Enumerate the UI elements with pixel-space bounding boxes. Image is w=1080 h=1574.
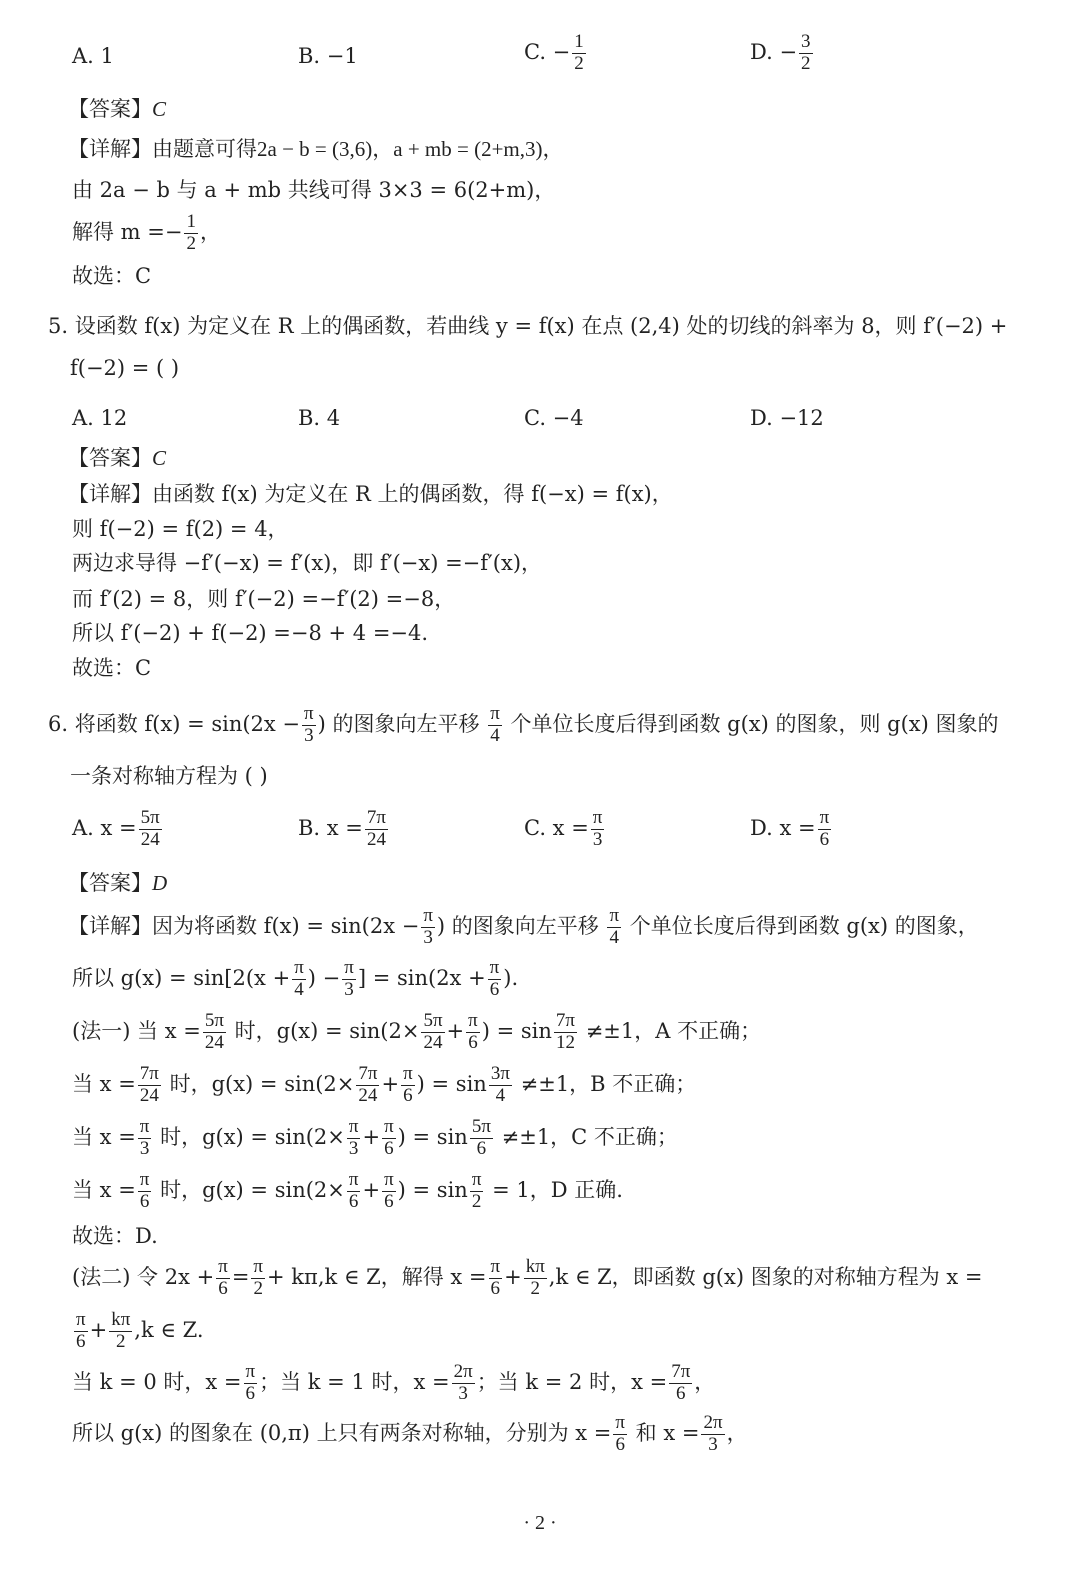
- answer-label: 【答案】: [68, 446, 152, 470]
- frac-den: 2: [574, 52, 584, 74]
- frac: $\frac{\pi}{4}$: [294, 957, 304, 1000]
- text: 个单位长度后得到函数 g(x) 的图象，: [629, 913, 979, 938]
- frac: $\frac{7\pi}{6}$: [671, 1361, 691, 1404]
- frac: $\frac{\pi}{6}$: [218, 1256, 228, 1299]
- text: 时，g(x) = sin(2×: [169, 1071, 355, 1096]
- answer-value: D: [152, 871, 168, 895]
- text: 当 x =: [72, 1177, 136, 1202]
- option-frac: [818, 808, 832, 851]
- text: ,k ∈ Z.: [134, 1317, 204, 1342]
- q4-answer: [68, 99, 166, 120]
- q5-option-d: D. −12: [750, 406, 824, 430]
- q5-option-b: B. 4: [298, 406, 341, 430]
- q5-detail-4: 而 f′(2) = 8，则 f′(−2) =−f′(2) =−8，: [72, 587, 456, 611]
- text: +: [362, 1177, 381, 1202]
- frac: $\frac{\pi}{6}$: [76, 1309, 86, 1352]
- q5-detail-1: 【详解】由函数 f(x) 为定义在 R 上的偶函数，得 f(−x) = f(x)，: [68, 482, 673, 506]
- q4-detail-2: 由 2a − b 与 a + mb 共线可得 3×3 = 6(2+m)，: [72, 178, 556, 202]
- q6-method2-line2: [72, 1310, 204, 1353]
- frac: $\frac{\pi}{6}$: [615, 1412, 625, 1455]
- frac: $\frac{\pi}{3}$: [348, 1116, 359, 1159]
- text: ；当 k = 1 时，x =: [259, 1369, 450, 1394]
- answer-value: C: [152, 97, 167, 121]
- q6-option-b: [298, 808, 390, 851]
- text: +: [381, 1071, 400, 1096]
- frac: $\frac{\pi}{3}$: [139, 1116, 150, 1159]
- frac: $\frac{\pi}{3}$: [344, 957, 354, 1000]
- q5-answer: [68, 448, 166, 469]
- text: ,k ∈ Z，即函数 g(x) 图象的对称轴方程为 x =: [548, 1264, 983, 1289]
- detail-text: 由题意可得: [152, 137, 257, 161]
- q4-detail-3: 解得 m =− $\frac{1}{2}$ ，: [72, 211, 221, 254]
- text: =: [231, 1264, 250, 1289]
- q4-option-d: [750, 32, 815, 75]
- text: 当 x =: [72, 1071, 136, 1096]
- q6-method1-line2: [72, 1064, 696, 1107]
- frac: $\frac{\pi}{6}$: [403, 1063, 413, 1106]
- frac: $\frac{\pi}{6}$: [489, 957, 500, 1000]
- text: ，: [694, 1369, 716, 1394]
- q5-option-a: A. 12: [72, 406, 128, 430]
- frac: $\frac{3\pi}{4}$: [490, 1063, 510, 1106]
- q6-stem-text: ) 的图象向左平移: [317, 711, 480, 736]
- text: ≠±1，A 不正确；: [585, 1018, 762, 1043]
- frac: $\frac{\pi}{4}$: [609, 905, 620, 948]
- frac: $\frac{\pi}{6}$: [490, 1256, 501, 1299]
- frac: $\frac{\pi}{3}$: [423, 905, 433, 948]
- option-frac: [365, 808, 388, 851]
- q6-method2-line3: [72, 1362, 715, 1405]
- text: 时，g(x) = sin(2×: [234, 1018, 420, 1043]
- text: ≠±1，B 不正确；: [520, 1071, 697, 1096]
- q6-method1-line1: [72, 1011, 761, 1054]
- text: = 1，D 正确.: [492, 1177, 623, 1202]
- frac: $\frac{\pi}{6}$: [384, 1116, 394, 1159]
- text: 和 x =: [635, 1420, 700, 1445]
- q6-method1-line4: [72, 1170, 623, 1213]
- q5-stem-2: f(−2) = ( ): [70, 356, 180, 380]
- frac-num: 1: [574, 31, 584, 52]
- text: ) −: [307, 965, 341, 990]
- q6-chosen: 故选：D.: [72, 1224, 158, 1248]
- frac-num: π: [592, 807, 603, 828]
- q4-option-a: A. 1: [72, 44, 114, 68]
- text: 时，g(x) = sin(2×: [160, 1124, 345, 1149]
- q4-option-d-label: D. −: [750, 39, 798, 64]
- q4-detail-1: [68, 139, 564, 160]
- frac: $\frac{\pi}{2}$: [471, 1169, 482, 1212]
- frac-den: 3: [592, 828, 603, 850]
- option-frac: [591, 808, 605, 851]
- detail-label: 【详解】: [68, 137, 152, 161]
- option-label: D. x =: [750, 815, 816, 840]
- q6-method1-line3: [72, 1117, 678, 1160]
- frac-den: 6: [819, 828, 830, 850]
- frac: $\frac{\pi}{6}$: [245, 1361, 256, 1404]
- q6-stem-1: [48, 704, 999, 747]
- q4-option-d-frac: [799, 32, 813, 75]
- frac: $\frac{k\pi}{2}$: [525, 1256, 545, 1299]
- q6-stem-text: 6. 将函数 f(x) = sin(2x −: [48, 711, 301, 736]
- text: ] = sin(2x +: [357, 965, 486, 990]
- frac: $\frac{5\pi}{6}$: [471, 1116, 491, 1159]
- option-label: B. x =: [298, 815, 363, 840]
- text: 所以 g(x) 的图象在 (0,π) 上只有两条对称轴，分别为 x =: [72, 1420, 612, 1445]
- text: 时，g(x) = sin(2×: [160, 1177, 345, 1202]
- text: ) = sin: [416, 1071, 487, 1096]
- frac-den: 2: [801, 52, 811, 74]
- text: ) = sin: [397, 1177, 468, 1202]
- answer-label: 【答案】: [68, 871, 152, 895]
- text: ) = sin: [481, 1018, 552, 1043]
- frac: $\frac{5\pi}{24}$: [423, 1010, 443, 1053]
- q4-option-b: B. −1: [298, 44, 358, 68]
- frac: $\frac{\pi}{6}$: [468, 1010, 478, 1053]
- frac: $\frac{7\pi}{24}$: [139, 1063, 159, 1106]
- q4-option-c-frac: [572, 32, 586, 75]
- page-number: · 2 ·: [523, 1512, 557, 1534]
- frac: $\frac{\pi}{6}$: [384, 1169, 394, 1212]
- frac: $\frac{k\pi}{2}$: [111, 1309, 131, 1352]
- text: ) 的图象向左平移: [436, 913, 599, 938]
- frac: $\frac{\pi}{6}$: [139, 1169, 150, 1212]
- frac: $\frac{\pi}{2}$: [253, 1256, 264, 1299]
- frac-num: π: [819, 807, 830, 828]
- frac: $\frac{5\pi}{24}$: [204, 1010, 224, 1053]
- q4-option-c: [524, 32, 588, 75]
- text: 当 x =: [72, 1124, 136, 1149]
- q5-chosen: 故选：C: [72, 656, 152, 680]
- q6-option-c: [524, 808, 606, 851]
- q6-answer: [68, 873, 167, 894]
- q6-option-d: [750, 808, 833, 851]
- text: +: [446, 1018, 465, 1043]
- frac-den: 24: [140, 828, 160, 850]
- answer-label: 【答案】: [68, 97, 152, 121]
- q5-stem-1: 5. 设函数 f(x) 为定义在 R 上的偶函数，若曲线 y = f(x) 在点 (2,4) 处的切线的斜率为 8，则 f′(−2) +: [48, 314, 1008, 338]
- text: +: [89, 1317, 108, 1342]
- text: +: [362, 1124, 381, 1149]
- frac: $\frac{2\pi}{3}$: [703, 1412, 723, 1455]
- frac-num: 3: [801, 31, 811, 52]
- q5-option-c: C. −4: [524, 406, 584, 430]
- q5-detail-3: 两边求导得 −f′(−x) = f′(x)，即 f′(−x) =−f′(x)，: [72, 551, 543, 575]
- text: ；当 k = 2 时，x =: [476, 1369, 668, 1394]
- frac-den: 2: [186, 232, 196, 254]
- q6-detail-2: [72, 958, 518, 1001]
- detail-frac: [184, 212, 198, 255]
- text: ) = sin: [397, 1124, 468, 1149]
- q6-stem-2: 一条对称轴方程为 ( ): [70, 764, 268, 788]
- frac: $\frac{\pi}{4}$: [490, 703, 500, 746]
- q6-method2-line4: [72, 1413, 748, 1456]
- text: ≠±1，C 不正确；: [501, 1124, 678, 1149]
- text: (法一) 当 x =: [72, 1018, 201, 1043]
- text: ).: [503, 965, 519, 990]
- q5-detail-5: 所以 f′(−2) + f(−2) =−8 + 4 =−4.: [72, 621, 429, 645]
- text: ，: [726, 1420, 748, 1445]
- q6-detail-1: [68, 906, 979, 949]
- option-label: A. x =: [72, 815, 137, 840]
- q6-stem-text: 个单位长度后得到函数 g(x) 的图象，则 g(x) 图象的: [510, 711, 999, 736]
- text: 【详解】因为将函数 f(x) = sin(2x −: [68, 913, 420, 938]
- q6-method2-line1: [72, 1257, 983, 1300]
- q5-detail-2: 则 f(−2) = f(2) = 4，: [72, 517, 289, 541]
- frac-num: 1: [186, 211, 196, 232]
- q6-option-a: [72, 808, 164, 851]
- q4-option-c-label: C. −: [524, 39, 571, 64]
- text: +: [504, 1264, 522, 1289]
- frac: $\frac{2\pi}{3}$: [453, 1361, 473, 1404]
- frac-den: 24: [366, 828, 386, 850]
- text: 当 k = 0 时，x =: [72, 1369, 242, 1394]
- frac: $\frac{7\pi}{24}$: [358, 1063, 378, 1106]
- text: 所以 g(x) = sin[2(x +: [72, 965, 291, 990]
- option-label: C. x =: [524, 815, 589, 840]
- frac: $\frac{\pi}{6}$: [348, 1169, 359, 1212]
- detail-text: 解得 m =−: [72, 219, 183, 244]
- q4-chosen: 故选：C: [72, 264, 152, 288]
- option-frac: [139, 808, 162, 851]
- text: + kπ,k ∈ Z，解得 x =: [267, 1264, 487, 1289]
- frac-num: 5π: [140, 807, 160, 828]
- detail-math: 2a − b = (3,6)，a + mb = (2+m,3)，: [257, 137, 564, 161]
- answer-value: C: [152, 446, 167, 470]
- frac-num: 7π: [366, 807, 386, 828]
- frac: $\frac{7\pi}{12}$: [555, 1010, 575, 1053]
- frac: $\frac{\pi}{3}$: [304, 703, 314, 746]
- text: (法二) 令 2x +: [72, 1264, 215, 1289]
